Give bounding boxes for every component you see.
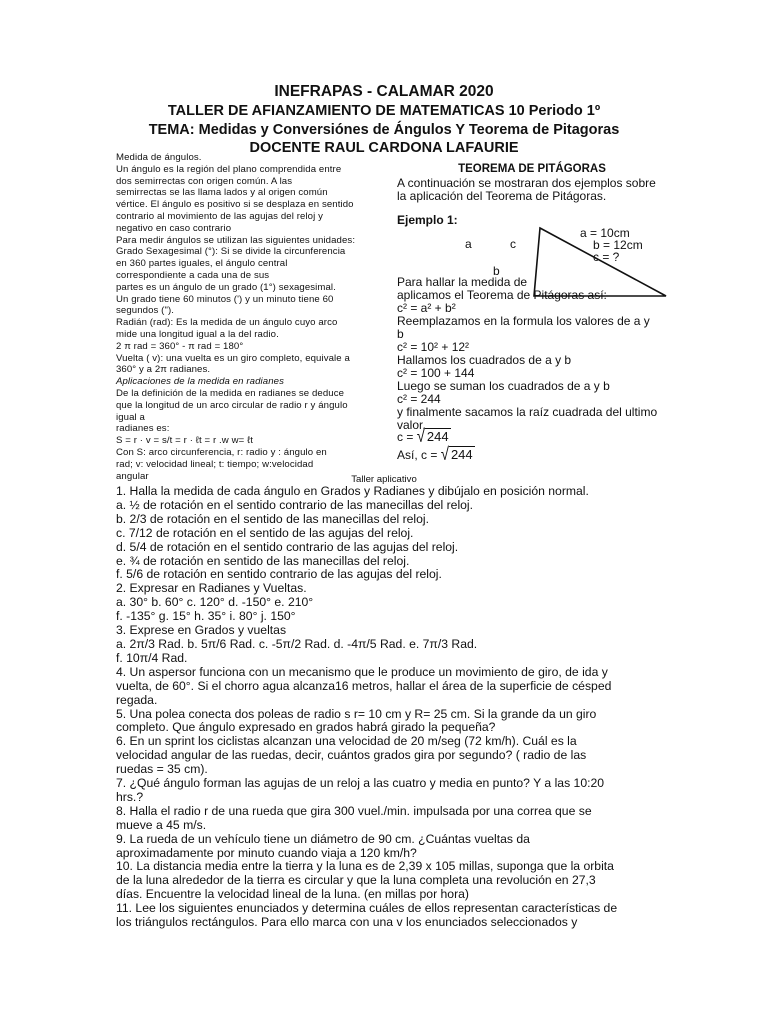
exercise-line: a. 30° b. 60° c. 120° d. -150° e. 210° xyxy=(116,595,314,610)
exercise-line: f. -135° g. 15° h. 35° i. 80° j. 150° xyxy=(116,609,296,624)
exercise-line: días. Encuentre la velocidad lineal de la luna. (en millas por hora) xyxy=(116,887,469,902)
taller-aplicativo-title: Taller aplicativo xyxy=(351,474,417,485)
exercise-line: 1. Halla la medida de cada ángulo en Grados y Radianes y dibújalo en posición normal. xyxy=(116,484,589,498)
pitagoras-step-line: c² = 100 + 144 xyxy=(397,366,475,380)
result-line-2 xyxy=(397,446,475,463)
radicand-2: 244 xyxy=(450,447,473,462)
left-column-line: De la definición de la medida en radianes se deduce xyxy=(116,387,345,399)
square-root-1: √ 244 xyxy=(416,426,449,447)
pitagoras-step-line: valor. xyxy=(397,418,426,432)
exercise-line: 3. Exprese en Grados y vueltas xyxy=(116,623,287,638)
teacher-name: DOCENTE RAUL CARDONA LAFAURIE xyxy=(249,140,519,156)
exercise-line: aproximadamente por minuto cuando viaja a 120 km/h? xyxy=(116,845,417,860)
left-column-line: Para medir ángulos se utilizan las siguientes unidades: xyxy=(116,234,356,246)
exercise-line: 4. Un aspersor funciona con un mecanismo que le produce un movimiento de giro, de ida y xyxy=(116,664,608,679)
triangle-value-c: c = ? xyxy=(593,250,620,264)
left-column-line: Un grado tiene 60 minutos (') y un minuto tiene 60 xyxy=(116,293,334,305)
exercise-line: velocidad angular de las ruedas, decir, cuántos grados gira por segundo? ( radio de las xyxy=(116,748,587,763)
left-column-line: segundos ("). xyxy=(116,305,175,317)
topic-title: TEMA: Medidas y Conversiónes de Ángulos Y Teorema de Pitagoras xyxy=(148,122,620,138)
pitagoras-title: TEOREMA DE PITÁGORAS xyxy=(458,163,606,175)
left-column-line: Grado Sexagesimal (°): Si se divide la circunferencia xyxy=(116,246,346,258)
left-column-line: Vuelta ( v): una vuelta es un giro completo, equivale a xyxy=(116,352,350,364)
pitagoras-step-line: b xyxy=(397,327,404,341)
angle-measures-column xyxy=(116,152,372,482)
pitagoras-step-line: Para hallar la medida de xyxy=(397,275,528,289)
exercise-line: 7. ¿Qué ángulo forman las agujas de un reloj a las cuatro y media en punto? Y a las 10:20 xyxy=(116,776,605,791)
pitagoras-steps xyxy=(397,276,657,432)
result-line-1 xyxy=(397,428,451,445)
triangle-label-b: b xyxy=(493,264,500,278)
pitagoras-step-line: Reemplazamos en la formula los valores de a y xyxy=(397,314,650,328)
triangle-value-a: a = 10cm xyxy=(580,226,630,240)
left-column-line: radianes es: xyxy=(116,423,170,435)
exercise-line: d. 5/4 de rotación en el sentido contrario de las agujas del reloj. xyxy=(116,539,459,554)
exercise-line: hrs.? xyxy=(116,789,144,804)
exercise-line: a. 2π/3 Rad. b. 5π/6 Rad. c. -5π/2 Rad. d. -4π/5 Rad. e. 7π/3 Rad. xyxy=(116,636,478,651)
pitagoras-step-line: y finalmente sacamos la raíz cuadrada del ultimo xyxy=(397,405,658,419)
square-root-2: √ 244 xyxy=(440,444,473,465)
left-column-line: rad; v: velocidad lineal; t: tiempo; w:velocidad xyxy=(116,458,314,470)
pitagoras-step-line: Hallamos los cuadrados de a y b xyxy=(397,353,572,367)
exercise-line: los triángulos rectángulos. Para ello marca con una v los enunciados seleccionados y xyxy=(116,915,578,930)
pitagoras-step-line: Luego se suman los cuadrados de a y b xyxy=(397,379,610,393)
pitagoras-intro-2: la aplicación del Teorema de Pitágoras. xyxy=(397,189,607,203)
pitagoras-step-line: aplicamos el Teorema de Pitágoras así: xyxy=(397,288,607,302)
exercise-line: 11. Lee los siguientes enunciados y determina cuáles de ellos representan características de xyxy=(116,901,618,916)
left-column-line: correspondiente a cada una de sus xyxy=(116,269,270,281)
left-column-line: negativo en caso contrario xyxy=(116,222,232,234)
left-column-line: angular xyxy=(116,470,149,482)
exercise-line: vuelta, de 60°. Si el chorro agua alcanza16 metros, hallar el área de la superficie de césped xyxy=(116,678,612,693)
exercise-line: completo. Que ángulo expresado en grados habrá girado la pequeña? xyxy=(116,720,496,735)
exercise-line: 6. En un sprint los ciclistas alcanzan una velocidad de 20 m/seg (72 km/h). Cuál es la xyxy=(116,734,577,749)
left-column-line: semirrectas se las llama lados y al origen común xyxy=(116,187,328,199)
left-column-line: que la longitud de un arco circular de radio r y ángulo xyxy=(116,399,348,411)
exercise-line: f. 10π/4 Rad. xyxy=(116,650,188,665)
left-column-line: Con S: arco circunferencia, r: radio y : ángulo en xyxy=(116,446,327,458)
pitagoras-step-line: c² = 244 xyxy=(397,392,441,406)
exercise-line: 8. Halla el radio r de una rueda que gira 300 vuel./min. impulsada por una correa que se xyxy=(116,803,592,818)
exercise-line: ruedas = 35 cm). xyxy=(116,762,208,777)
exercise-line: c. 7/12 de rotación en el sentido de las agujas del reloj. xyxy=(116,525,414,540)
left-column-line: Aplicaciones de la medida en radianes xyxy=(116,376,284,388)
workshop-title: TALLER DE AFIANZAMIENTO DE MATEMATICAS 10 Periodo 1º xyxy=(167,103,601,119)
pitagoras-step-line: c² = a² + b² xyxy=(397,301,456,315)
left-column-line: Un ángulo es la región del plano comprendida entre xyxy=(116,163,342,175)
left-column-line: Medida de ángulos. xyxy=(116,152,202,163)
left-column-line: vértice. El ángulo es positivo si se desplaza en sentido xyxy=(116,199,354,211)
left-column-line: Radián (rad): Es la medida de un ángulo cuyo arco xyxy=(116,317,338,329)
exercise-line: de la luna alrededor de la tierra es circular y que la luna completa una revolución en 27,3 xyxy=(116,873,596,888)
exercise-line: e. ¾ de rotación en sentido de las manecillas del reloj. xyxy=(116,553,410,568)
exercise-line: regada. xyxy=(116,692,158,707)
left-column-line: 360° y a 2π radianes. xyxy=(116,364,211,376)
radicand-1: 244 xyxy=(426,429,449,444)
left-column-line: partes es un ángulo de un grado (1°) sexagesimal. xyxy=(116,281,336,293)
left-column-line: contrario al movimiento de las agujas del reloj y xyxy=(116,210,324,222)
triangle-value-b: b = 12cm xyxy=(593,238,643,252)
exercise-line: mueve a 45 m/s. xyxy=(116,817,207,832)
exercise-list xyxy=(116,485,656,930)
left-column-line: dos semirrectas con origen común. A las xyxy=(116,175,293,187)
left-column-line: S = r · v = s/t = r · ℓt = r .w w= ℓt xyxy=(116,435,254,447)
exercise-line: 2. Expresar en Radianes y Vueltas. xyxy=(116,581,307,596)
left-column-line: en 360 partes iguales, el ángulo central xyxy=(116,258,288,270)
exercise-line: 9. La rueda de un vehículo tiene un diámetro de 90 cm. ¿Cuántas vueltas da xyxy=(116,831,530,846)
exercise-line: 10. La distancia media entre la tierra y la luna es de 2,39 x 105 millas, suponga que la orbita xyxy=(116,859,614,874)
result-prefix-2: Así, c = xyxy=(397,448,438,462)
exercise-line: b. 2/3 de rotación en el sentido de las manecillas del reloj. xyxy=(116,511,430,526)
result-prefix-1: c = xyxy=(397,430,414,444)
exercise-line: a. ½ de rotación en el sentido contrario de las manecillas del reloj. xyxy=(116,497,474,512)
left-column-line: mide una longitud igual a la del radio. xyxy=(116,328,279,340)
triangle-label-a: a xyxy=(465,237,472,251)
pitagoras-intro-1: A continuación se mostraran dos ejemplos sobre xyxy=(397,176,656,190)
exercise-line: 5. Una polea conecta dos poleas de radio s r= 10 cm y R= 25 cm. Si la grande da un giro xyxy=(116,706,597,721)
triangle-label-c: c xyxy=(510,237,516,251)
school-title: INEFRAPAS - CALAMAR 2020 xyxy=(274,83,494,100)
left-column-line: 2 π rad = 360° - π rad = 180° xyxy=(116,340,244,352)
exercise-line: f. 5/6 de rotación en sentido contrario de las agujas del reloj. xyxy=(116,567,442,582)
example-label: Ejemplo 1: xyxy=(397,213,458,227)
left-column-line: igual a xyxy=(116,411,145,423)
pitagoras-step-line: c² = 10² + 12² xyxy=(397,340,470,354)
